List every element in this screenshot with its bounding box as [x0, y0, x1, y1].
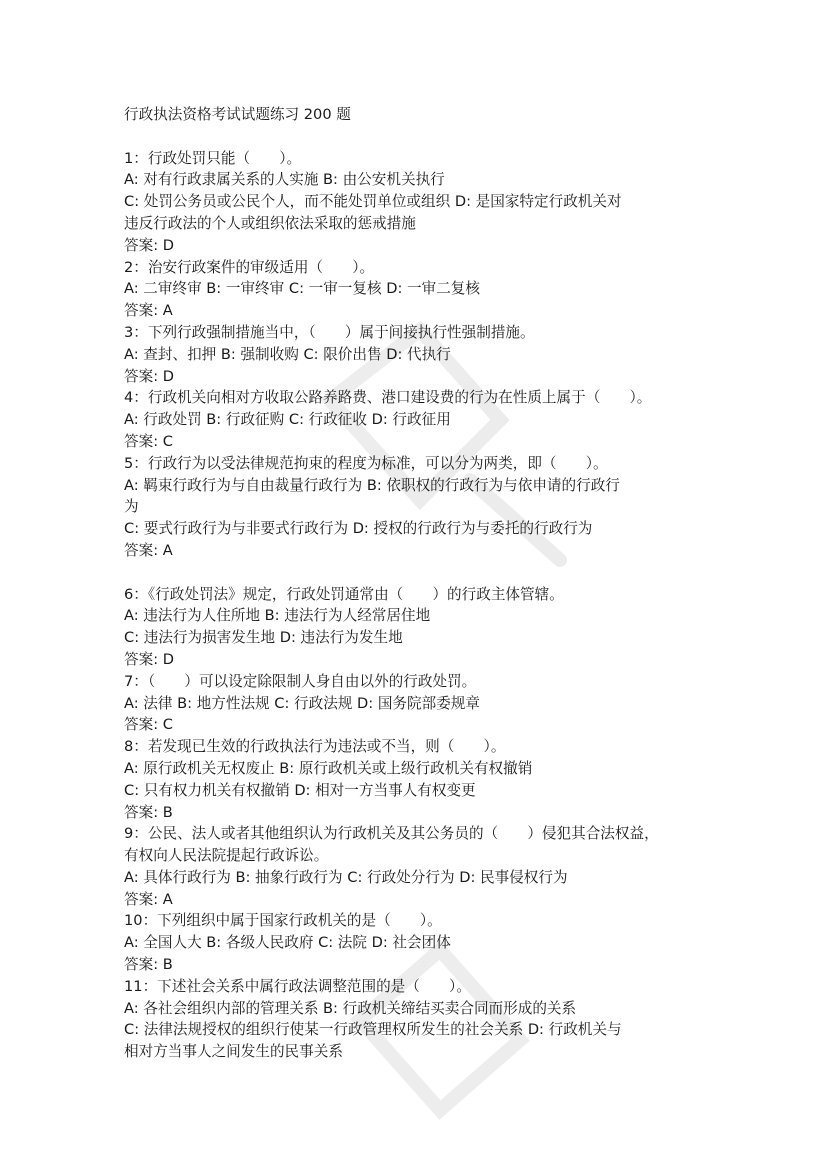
question-options: 为	[124, 498, 139, 516]
question-options: A: 对有行政隶属关系的人实施 B: 由公安机关执行	[124, 171, 445, 189]
question-options: 违反行政法的个人或组织依法采取的惩戒措施	[124, 214, 416, 232]
question-block	[124, 976, 714, 1063]
question-stem: 11：下述社会关系中属行政法调整范围的是（ ）。	[124, 977, 471, 995]
question-stem: 1：行政处罚只能（ ）。	[124, 149, 302, 167]
answer-line: 答案: D	[124, 650, 174, 668]
answer-line: 答案: B	[124, 803, 173, 821]
question-options: A: 行政处罚 B: 行政征购 C: 行政征收 D: 行政征用	[124, 411, 451, 429]
question-block	[124, 148, 714, 257]
question-options: C: 处罚公务员或公民个人，而不能处罚单位或组织 D: 是国家特定行政机关对	[124, 193, 622, 211]
question-stem: 9：公民、法人或者其他组织认为行政机关及其公务员的（ ）侵犯其合法权益，	[124, 825, 659, 843]
question-options: A: 法律 B: 地方性法规 C: 行政法规 D: 国务院部委规章	[124, 694, 480, 712]
question-block	[124, 584, 714, 671]
answer-line: 答案: D	[124, 236, 174, 254]
question-options: 有权向人民法院提起行政诉讼。	[124, 847, 329, 865]
answer-line: 答案: A	[124, 890, 173, 908]
question-options: A: 具体行政行为 B: 抽象行政行为 C: 行政处分行为 D: 民事侵权行为	[124, 868, 568, 886]
question-block	[124, 910, 714, 975]
question-block	[124, 671, 714, 736]
section-gap	[124, 562, 714, 584]
question-block	[124, 387, 714, 452]
question-block	[124, 823, 714, 910]
answer-line: 答案: D	[124, 367, 174, 385]
answer-line: 答案: C	[124, 716, 173, 734]
question-options: C: 违法行为损害发生地 D: 违法行为发生地	[124, 629, 403, 647]
question-block	[124, 453, 714, 562]
question-options: A: 查封、扣押 B: 强制收购 C: 限价出售 D: 代执行	[124, 345, 451, 363]
question-list	[124, 148, 714, 1063]
question-block	[124, 736, 714, 823]
question-stem: 3：下列行政强制措施当中，（ ）属于间接执行性强制措施。	[124, 323, 535, 341]
question-options: C: 法律法规授权的组织行使某一行政管理权所发生的社会关系 D: 行政机关与	[124, 1021, 622, 1039]
answer-line: 答案: C	[124, 432, 173, 450]
question-stem: 8：若发现已生效的行政执法行为违法或不当，则（ ）。	[124, 738, 506, 756]
question-options: A: 各社会组织内部的管理关系 B: 行政机关缔结买卖合同而形成的关系	[124, 999, 577, 1017]
answer-line: 答案: B	[124, 956, 173, 974]
question-options: C: 要式行政行为与非要式行政行为 D: 授权的行政行为与委托的行政行为	[124, 520, 593, 538]
answer-line: 答案: A	[124, 302, 173, 320]
document-body	[124, 104, 714, 1063]
question-stem: 2：治安行政案件的审级适用（ ）。	[124, 258, 375, 276]
question-stem: 6：《行政处罚法》规定，行政处罚通常由（ ）的行政主体管辖。	[124, 585, 564, 603]
answer-line: 答案: A	[124, 541, 173, 559]
question-stem: 5：行政行为以受法律规范拘束的程度为标准，可以分为两类，即（ ）。	[124, 454, 608, 472]
question-options: A: 违法行为人住所地 B: 违法行为人经常居住地	[124, 607, 431, 625]
question-stem: 4：行政机关向相对方收取公路养路费、港口建设费的行为在性质上属于（ ）。	[124, 389, 652, 407]
question-options: A: 二审终审 B: 一审终审 C: 一审一复核 D: 一审二复核	[124, 280, 480, 298]
question-stem: 10：下列组织中属于国家行政机关的是（ ）。	[124, 912, 442, 930]
question-options: A: 原行政机关无权废止 B: 原行政机关或上级行政机关有权撤销	[124, 759, 533, 777]
question-stem: 7：（ ）可以设定除限制人身自由以外的行政处罚。	[124, 672, 477, 690]
question-options: A: 全国人大 B: 各级人民政府 C: 法院 D: 社会团体	[124, 934, 451, 952]
question-options: 相对方当事人之间发生的民事关系	[124, 1043, 343, 1061]
document-title: 行政执法资格考试试题练习 200 题	[124, 106, 351, 123]
question-block	[124, 257, 714, 322]
question-options: C: 只有权力机关有权撤销 D: 相对一方当事人有权变更	[124, 781, 476, 799]
question-options: A: 羁束行政行为与自由裁量行政行为 B: 依职权的行政行为与依申请的行政行	[124, 476, 620, 494]
question-block	[124, 322, 714, 387]
